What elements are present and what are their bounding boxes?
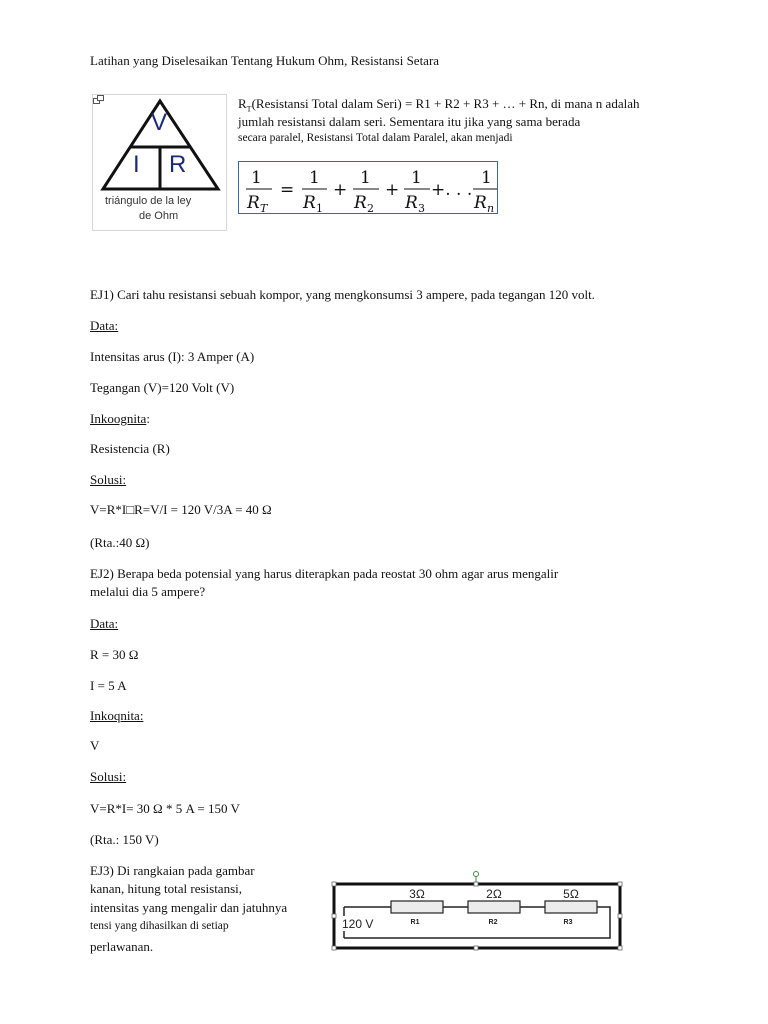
ej3-line3: intensitas yang mengalir dan jatuhnya [90,900,288,915]
ej1-unknown-label-text: Inkoognita [90,411,147,426]
formula-num-r1: 1 [309,168,320,188]
series-circuit [331,871,623,951]
ej2-question-line1: EJ2) Berapa beda potensial yang harus diterapkan pada reostat 30 ohm agar arus mengalir [90,566,559,581]
r1-label: R1 [410,919,420,926]
resistor-r2 [468,901,520,913]
ej2-solution-label: Solusi: [90,769,127,784]
formula-den-rt-sub: T [260,202,268,215]
ej1-question: EJ1) Cari tahu resistansi sebuah kompor, yang mengkonsumsi 3 ampere, pada tegangan 120 volt. [90,287,595,302]
ej1-answer: (Rta.:40 Ω) [90,535,150,550]
formula-den-r1: R [303,193,316,213]
r2-value: 2Ω [486,887,502,901]
ej3-line2: kanan, hitung total resistansi, [90,881,243,896]
ej2-unknown: V [90,738,100,753]
intro-line-1-text: (Resistansi Total dalam Seri) = R1 + R2 + R3 + … + Rn, di mana n adalah [251,96,640,111]
rt-subscript: T [246,104,252,114]
triangle-v-label: V [151,109,168,136]
ej2-data-label: Data: [90,616,119,631]
ej1-solution-label: Solusi: [90,472,127,487]
ej1-data-label: Data: [90,318,119,333]
formula-num-r2: 1 [360,168,371,188]
ej2-unknown-label: Inkoqnita: [90,708,144,723]
r2-label: R2 [488,919,498,926]
ej1-unknown: Resistencia (R) [90,441,170,456]
ej3-line5: perlawanan. [90,939,154,954]
formula-den-rn: R [474,193,487,213]
triangle-caption-line2: de Ohm [139,210,179,222]
parallel-formula-box [238,161,498,214]
intro-line-1 [238,96,639,114]
ej2-answer: (Rta.: 150 V) [90,832,159,847]
formula-den-r3-sub: 3 [418,202,425,215]
triangle-r-label: R [169,151,187,178]
formula-den-r2: R [354,193,367,213]
formula-num-rn: 1 [481,168,492,188]
ej1-unknown-label [90,411,150,427]
ej1-unknown-colon: : [146,411,150,426]
expand-icon[interactable] [93,95,104,105]
ej2-current: I = 5 A [90,678,127,693]
triangle-i-label: I [133,151,140,178]
ej3-line1: EJ3) Di rangkaian pada gambar [90,863,255,878]
r3-label: R3 [563,919,573,926]
intro-line-3: secara paralel, Resistansi Total dalam Paralel, akan menjadi [238,132,513,144]
parallel-formula [239,162,499,215]
ej2-solution: V=R*I= 30 Ω * 5 A = 150 V [90,801,240,816]
rt-symbol: R [238,96,247,111]
page-title: Latihan yang Diselesaikan Tentang Hukum Ohm, Resistansi Setara [90,53,440,68]
series-circuit-figure[interactable] [331,871,623,951]
ej3-line4: tensi yang dihasilkan di setiap [90,920,229,932]
formula-dots: +. . . [431,180,473,200]
formula-den-rt: R [247,193,260,213]
formula-num-r3: 1 [411,168,422,188]
r3-value: 5Ω [563,887,579,901]
rotate-handle [474,872,479,877]
ej2-question-line2: melalui dia 5 ampere? [90,584,206,599]
formula-plus-1: + [333,180,348,200]
formula-plus-2: + [385,180,400,200]
source-voltage: 120 V [342,917,374,931]
ej1-current: Intensitas arus (I): 3 Amper (A) [90,349,255,364]
ohm-triangle-figure[interactable] [92,94,227,231]
formula-den-rn-sub: n [487,202,495,215]
formula-den-r3: R [405,193,418,213]
ej1-voltage: Tegangan (V)=120 Volt (V) [90,380,235,395]
intro-line-2: jumlah resistansi dalam seri. Sementara itu jika yang sama berada [238,114,581,129]
ej1-solution: V=R*I□R=V/I = 120 V/3A = 40 Ω [90,502,272,517]
formula-equals: = [280,180,295,200]
ej2-resistance: R = 30 Ω [90,647,139,662]
formula-den-r2-sub: 2 [367,202,374,215]
formula-num-rt: 1 [251,168,262,188]
r1-value: 3Ω [409,887,425,901]
formula-den-r1-sub: 1 [316,202,323,215]
triangle-caption-line1: triángulo de la ley [105,195,192,207]
resistor-r3 [545,901,597,913]
resistor-r1 [391,901,443,913]
